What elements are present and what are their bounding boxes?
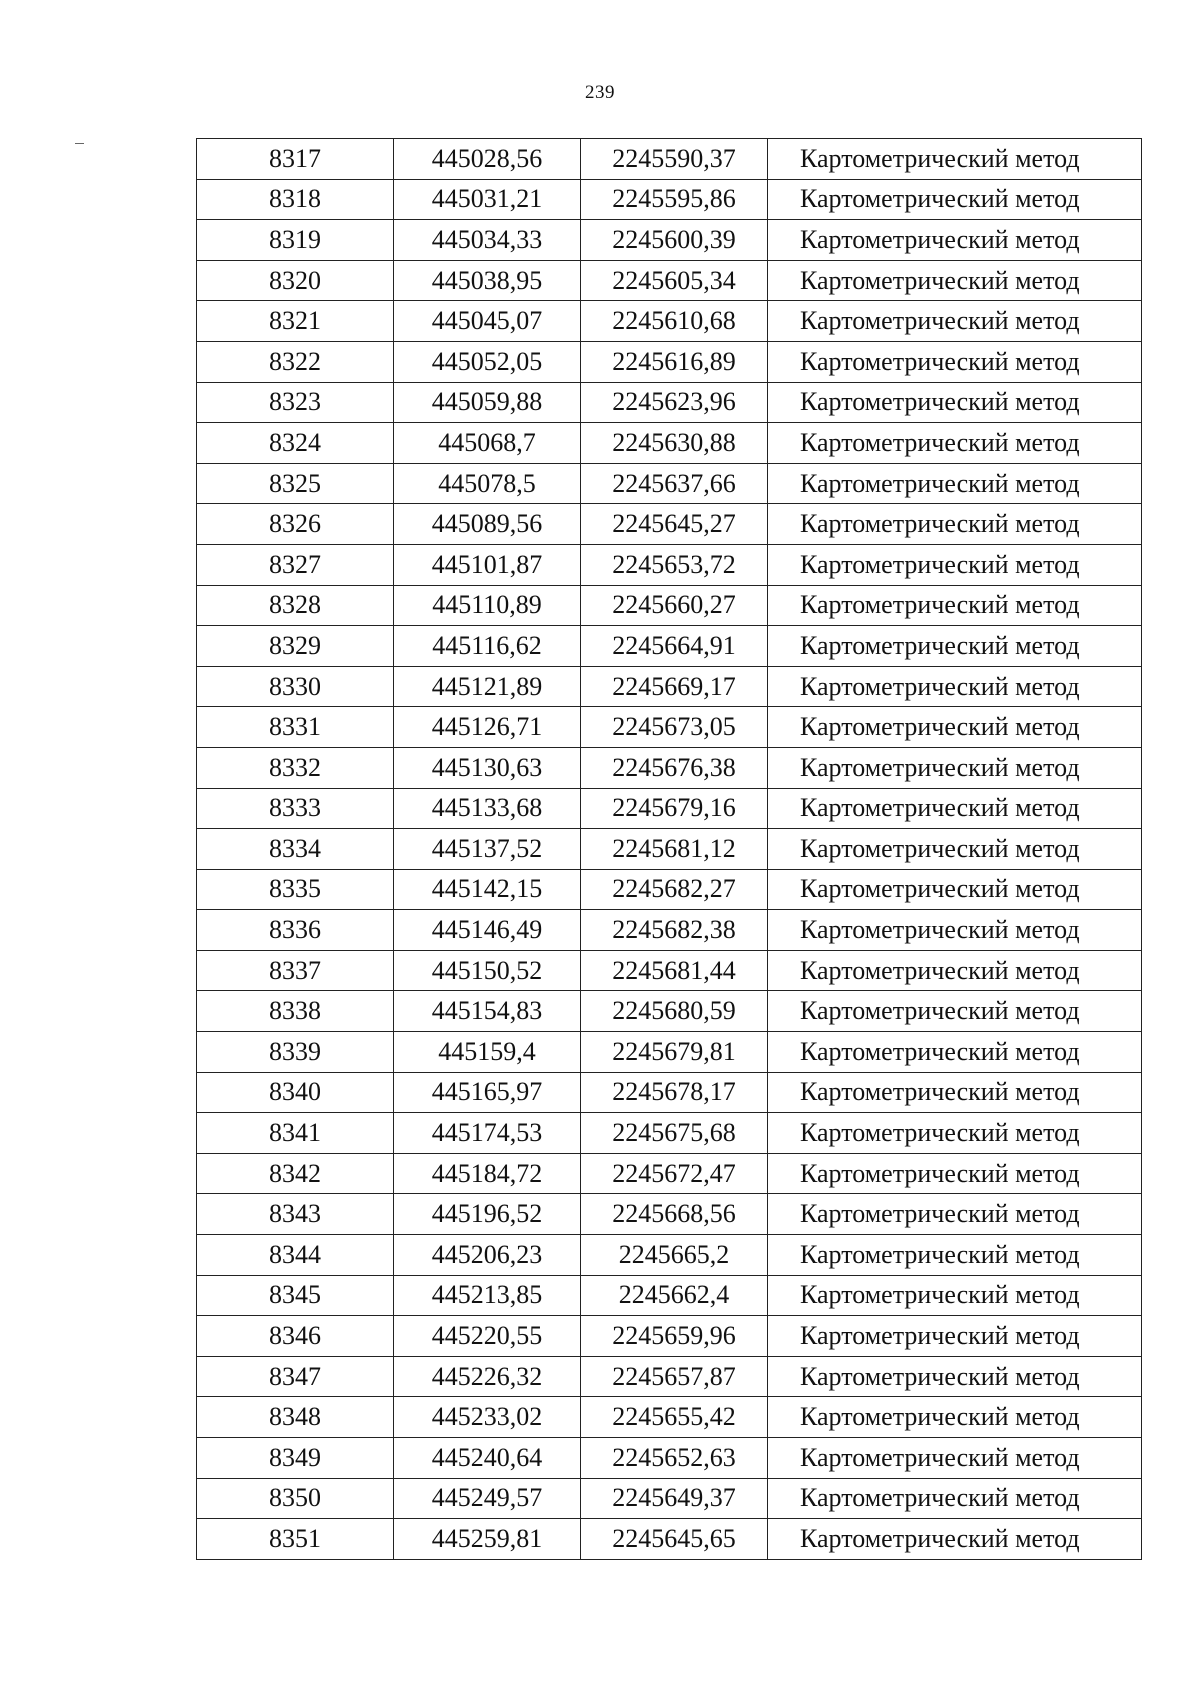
y-coordinate-cell: 2245659,96	[581, 1316, 768, 1357]
table-row	[197, 179, 1142, 220]
y-coordinate-cell: 2245595,86	[581, 179, 768, 220]
table-row	[197, 341, 1142, 382]
method-cell: Картометрический метод	[768, 1032, 1142, 1073]
point-number-cell: 8350	[197, 1478, 394, 1519]
method-cell: Картометрический метод	[768, 1275, 1142, 1316]
x-coordinate-cell: 445045,07	[394, 301, 581, 342]
method-cell: Картометрический метод	[768, 910, 1142, 951]
table-row	[197, 910, 1142, 951]
table-row	[197, 1072, 1142, 1113]
y-coordinate-cell: 2245660,27	[581, 585, 768, 626]
point-number-cell: 8331	[197, 707, 394, 748]
x-coordinate-cell: 445121,89	[394, 666, 581, 707]
y-coordinate-cell: 2245668,56	[581, 1194, 768, 1235]
table-row	[197, 1397, 1142, 1438]
method-cell: Картометрический метод	[768, 1478, 1142, 1519]
method-cell: Картометрический метод	[768, 260, 1142, 301]
y-coordinate-cell: 2245682,27	[581, 869, 768, 910]
point-number-cell: 8337	[197, 950, 394, 991]
x-coordinate-cell: 445031,21	[394, 179, 581, 220]
method-cell: Картометрический метод	[768, 666, 1142, 707]
point-number-cell: 8348	[197, 1397, 394, 1438]
point-number-cell: 8341	[197, 1113, 394, 1154]
method-cell: Картометрический метод	[768, 341, 1142, 382]
x-coordinate-cell: 445133,68	[394, 788, 581, 829]
y-coordinate-cell: 2245675,68	[581, 1113, 768, 1154]
table-row	[197, 1194, 1142, 1235]
point-number-cell: 8335	[197, 869, 394, 910]
point-number-cell: 8332	[197, 747, 394, 788]
method-cell: Картометрический метод	[768, 1519, 1142, 1560]
table-row	[197, 1519, 1142, 1560]
method-cell: Картометрический метод	[768, 220, 1142, 261]
table-row	[197, 585, 1142, 626]
x-coordinate-cell: 445137,52	[394, 829, 581, 870]
y-coordinate-cell: 2245652,63	[581, 1438, 768, 1479]
x-coordinate-cell: 445184,72	[394, 1153, 581, 1194]
point-number-cell: 8344	[197, 1235, 394, 1276]
y-coordinate-cell: 2245664,91	[581, 626, 768, 667]
x-coordinate-cell: 445052,05	[394, 341, 581, 382]
point-number-cell: 8340	[197, 1072, 394, 1113]
point-number-cell: 8345	[197, 1275, 394, 1316]
table-row	[197, 869, 1142, 910]
x-coordinate-cell: 445142,15	[394, 869, 581, 910]
x-coordinate-cell: 445233,02	[394, 1397, 581, 1438]
point-number-cell: 8323	[197, 382, 394, 423]
method-cell: Картометрический метод	[768, 991, 1142, 1032]
table-row	[197, 991, 1142, 1032]
point-number-cell: 8324	[197, 423, 394, 464]
y-coordinate-cell: 2245680,59	[581, 991, 768, 1032]
coordinates-table	[196, 138, 1142, 1560]
table-row	[197, 626, 1142, 667]
table-row	[197, 1316, 1142, 1357]
point-number-cell: 8338	[197, 991, 394, 1032]
y-coordinate-cell: 2245637,66	[581, 463, 768, 504]
table-row	[197, 1438, 1142, 1479]
y-coordinate-cell: 2245682,38	[581, 910, 768, 951]
method-cell: Картометрический метод	[768, 950, 1142, 991]
y-coordinate-cell: 2245681,12	[581, 829, 768, 870]
x-coordinate-cell: 445068,7	[394, 423, 581, 464]
table-row	[197, 1113, 1142, 1154]
y-coordinate-cell: 2245662,4	[581, 1275, 768, 1316]
table-row	[197, 1478, 1142, 1519]
method-cell: Картометрический метод	[768, 179, 1142, 220]
point-number-cell: 8333	[197, 788, 394, 829]
point-number-cell: 8322	[197, 341, 394, 382]
table-row	[197, 707, 1142, 748]
x-coordinate-cell: 445126,71	[394, 707, 581, 748]
method-cell: Картометрический метод	[768, 1397, 1142, 1438]
point-number-cell: 8349	[197, 1438, 394, 1479]
point-number-cell: 8329	[197, 626, 394, 667]
x-coordinate-cell: 445259,81	[394, 1519, 581, 1560]
method-cell: Картометрический метод	[768, 1438, 1142, 1479]
point-number-cell: 8330	[197, 666, 394, 707]
table-row	[197, 747, 1142, 788]
x-coordinate-cell: 445034,33	[394, 220, 581, 261]
x-coordinate-cell: 445110,89	[394, 585, 581, 626]
table-row	[197, 950, 1142, 991]
table-row	[197, 1275, 1142, 1316]
table-row	[197, 260, 1142, 301]
y-coordinate-cell: 2245649,37	[581, 1478, 768, 1519]
method-cell: Картометрический метод	[768, 788, 1142, 829]
method-cell: Картометрический метод	[768, 747, 1142, 788]
method-cell: Картометрический метод	[768, 301, 1142, 342]
x-coordinate-cell: 445089,56	[394, 504, 581, 545]
y-coordinate-cell: 2245645,65	[581, 1519, 768, 1560]
y-coordinate-cell: 2245669,17	[581, 666, 768, 707]
method-cell: Картометрический метод	[768, 869, 1142, 910]
x-coordinate-cell: 445226,32	[394, 1356, 581, 1397]
coordinates-table-body	[197, 139, 1142, 1560]
y-coordinate-cell: 2245630,88	[581, 423, 768, 464]
point-number-cell: 8321	[197, 301, 394, 342]
y-coordinate-cell: 2245672,47	[581, 1153, 768, 1194]
method-cell: Картометрический метод	[768, 829, 1142, 870]
x-coordinate-cell: 445220,55	[394, 1316, 581, 1357]
page-number: 239	[585, 82, 615, 103]
point-number-cell: 8334	[197, 829, 394, 870]
y-coordinate-cell: 2245673,05	[581, 707, 768, 748]
method-cell: Картометрический метод	[768, 1153, 1142, 1194]
method-cell: Картометрический метод	[768, 1316, 1142, 1357]
point-number-cell: 8342	[197, 1153, 394, 1194]
table-row	[197, 1356, 1142, 1397]
x-coordinate-cell: 445174,53	[394, 1113, 581, 1154]
point-number-cell: 8351	[197, 1519, 394, 1560]
method-cell: Картометрический метод	[768, 707, 1142, 748]
point-number-cell: 8336	[197, 910, 394, 951]
table-row	[197, 1235, 1142, 1276]
x-coordinate-cell: 445059,88	[394, 382, 581, 423]
method-cell: Картометрический метод	[768, 504, 1142, 545]
y-coordinate-cell: 2245600,39	[581, 220, 768, 261]
table-row	[197, 544, 1142, 585]
point-number-cell: 8318	[197, 179, 394, 220]
table-row	[197, 504, 1142, 545]
y-coordinate-cell: 2245590,37	[581, 139, 768, 180]
point-number-cell: 8319	[197, 220, 394, 261]
x-coordinate-cell: 445101,87	[394, 544, 581, 585]
method-cell: Картометрический метод	[768, 463, 1142, 504]
table-row	[197, 382, 1142, 423]
table-row	[197, 666, 1142, 707]
point-number-cell: 8343	[197, 1194, 394, 1235]
x-coordinate-cell: 445249,57	[394, 1478, 581, 1519]
table-row	[197, 1153, 1142, 1194]
y-coordinate-cell: 2245681,44	[581, 950, 768, 991]
table-row	[197, 788, 1142, 829]
method-cell: Картометрический метод	[768, 626, 1142, 667]
point-number-cell: 8328	[197, 585, 394, 626]
y-coordinate-cell: 2245676,38	[581, 747, 768, 788]
y-coordinate-cell: 2245665,2	[581, 1235, 768, 1276]
x-coordinate-cell: 445078,5	[394, 463, 581, 504]
x-coordinate-cell: 445130,63	[394, 747, 581, 788]
method-cell: Картометрический метод	[768, 139, 1142, 180]
table-row	[197, 139, 1142, 180]
method-cell: Картометрический метод	[768, 585, 1142, 626]
method-cell: Картометрический метод	[768, 544, 1142, 585]
y-coordinate-cell: 2245616,89	[581, 341, 768, 382]
method-cell: Картометрический метод	[768, 1356, 1142, 1397]
point-number-cell: 8327	[197, 544, 394, 585]
y-coordinate-cell: 2245657,87	[581, 1356, 768, 1397]
table-row	[197, 829, 1142, 870]
y-coordinate-cell: 2245645,27	[581, 504, 768, 545]
table-row	[197, 301, 1142, 342]
y-coordinate-cell: 2245623,96	[581, 382, 768, 423]
point-number-cell: 8320	[197, 260, 394, 301]
table-row	[197, 423, 1142, 464]
point-number-cell: 8326	[197, 504, 394, 545]
x-coordinate-cell: 445154,83	[394, 991, 581, 1032]
x-coordinate-cell: 445028,56	[394, 139, 581, 180]
method-cell: Картометрический метод	[768, 382, 1142, 423]
x-coordinate-cell: 445196,52	[394, 1194, 581, 1235]
y-coordinate-cell: 2245653,72	[581, 544, 768, 585]
y-coordinate-cell: 2245655,42	[581, 1397, 768, 1438]
x-coordinate-cell: 445146,49	[394, 910, 581, 951]
point-number-cell: 8317	[197, 139, 394, 180]
method-cell: Картометрический метод	[768, 1235, 1142, 1276]
x-coordinate-cell: 445038,95	[394, 260, 581, 301]
point-number-cell: 8346	[197, 1316, 394, 1357]
x-coordinate-cell: 445165,97	[394, 1072, 581, 1113]
y-coordinate-cell: 2245679,81	[581, 1032, 768, 1073]
method-cell: Картометрический метод	[768, 1194, 1142, 1235]
scan-mark	[75, 143, 84, 146]
y-coordinate-cell: 2245679,16	[581, 788, 768, 829]
point-number-cell: 8325	[197, 463, 394, 504]
point-number-cell: 8347	[197, 1356, 394, 1397]
x-coordinate-cell: 445150,52	[394, 950, 581, 991]
y-coordinate-cell: 2245678,17	[581, 1072, 768, 1113]
x-coordinate-cell: 445240,64	[394, 1438, 581, 1479]
x-coordinate-cell: 445213,85	[394, 1275, 581, 1316]
method-cell: Картометрический метод	[768, 423, 1142, 464]
y-coordinate-cell: 2245610,68	[581, 301, 768, 342]
point-number-cell: 8339	[197, 1032, 394, 1073]
table-row	[197, 1032, 1142, 1073]
table-row	[197, 463, 1142, 504]
x-coordinate-cell: 445206,23	[394, 1235, 581, 1276]
table-row	[197, 220, 1142, 261]
x-coordinate-cell: 445116,62	[394, 626, 581, 667]
method-cell: Картометрический метод	[768, 1072, 1142, 1113]
method-cell: Картометрический метод	[768, 1113, 1142, 1154]
y-coordinate-cell: 2245605,34	[581, 260, 768, 301]
x-coordinate-cell: 445159,4	[394, 1032, 581, 1073]
